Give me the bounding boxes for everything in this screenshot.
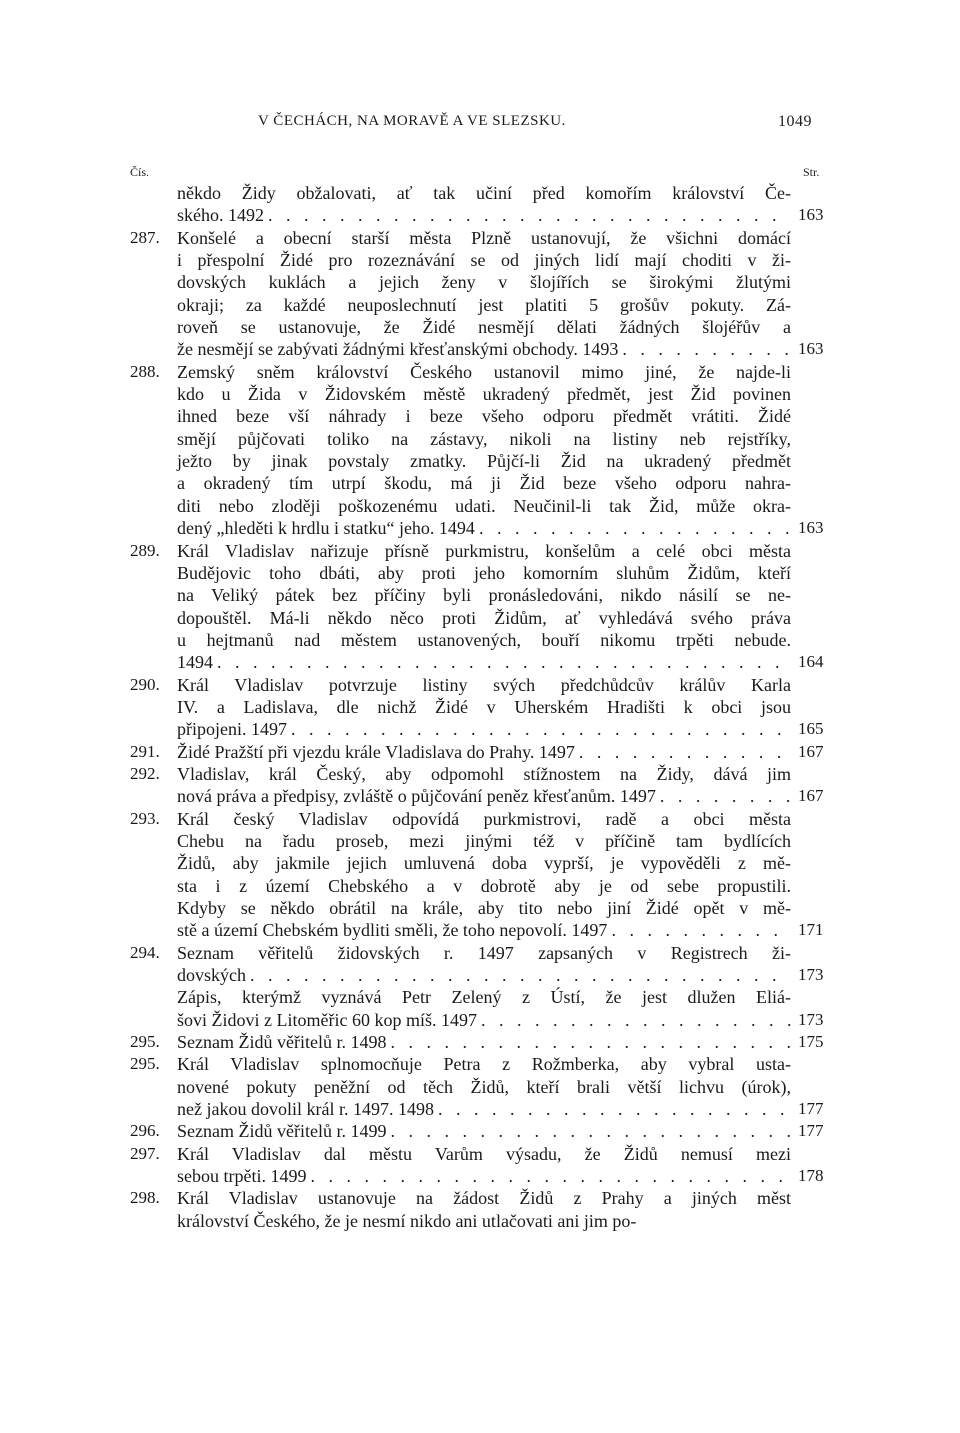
entry-text: Král Vladislav splnomocňuje Petra z Rožmberka, aby vybral usta- xyxy=(177,1054,791,1075)
entry-line xyxy=(0,741,960,763)
entry-line xyxy=(0,405,960,427)
index-entry xyxy=(0,361,960,540)
entry-number: 291. xyxy=(130,741,160,761)
column-heading-number: Čís. xyxy=(130,165,150,179)
entry-number: 289. xyxy=(130,540,160,560)
entry-number: 288. xyxy=(130,361,160,381)
entry-text: dovských . . . xyxy=(177,964,791,986)
entry-line xyxy=(0,919,960,941)
entry-page-number: 177 xyxy=(798,1121,824,1141)
entry-text: novené pokuty peněžní od těch Židů, kteří brali větší lichvu (úrok), xyxy=(177,1076,791,1097)
entry-text: a okradený tím utrpí škodu, má ji Žid beze všeho odporu nahra- xyxy=(177,473,791,494)
dot-leader xyxy=(306,1165,791,1187)
entry-page-number: 173 xyxy=(798,1009,824,1029)
entry-text: ihned beze vší náhrady i beze všeho odporu předmět vrátiti. Židé xyxy=(177,406,791,427)
entry-text: kdo u Žida v Židovském městě ukradený předmět, jest Žid povinen xyxy=(177,384,791,405)
entry-page-number: 167 xyxy=(798,786,824,806)
entry-text: Král Vladislav dal městu Varům výsadu, že Židů nemusí mezi xyxy=(177,1143,791,1164)
entry-number: 293. xyxy=(130,808,160,828)
entry-number: 290. xyxy=(130,674,160,694)
entry-line xyxy=(0,428,960,450)
entry-line xyxy=(0,785,960,807)
entry-line xyxy=(0,830,960,852)
entry-text: Chebu na řadu proseb, mezi jinými též v příčině tam bydlících xyxy=(177,830,791,851)
dot-leader xyxy=(386,1120,791,1142)
entry-line xyxy=(0,629,960,651)
entry-number: 287. xyxy=(130,227,160,247)
entry-text: dopouštěl. Má-li někdo něco proti Židům, ať vyhledává svého práva xyxy=(177,607,791,628)
entry-line xyxy=(0,249,960,271)
index-entry xyxy=(0,227,960,361)
entry-line xyxy=(0,294,960,316)
entry-line xyxy=(0,607,960,629)
entry-text: Král Vladislav nařizuje přísně purkmistru, konšelům a celé obci města xyxy=(177,540,791,561)
entry-line xyxy=(0,1165,960,1187)
dot-leader xyxy=(246,964,791,986)
entry-text: Budějovic toho dbáti, aby proti jeho komorním sluhům Židům, kteří xyxy=(177,562,791,583)
index-entry xyxy=(0,808,960,942)
entry-number: 295. xyxy=(130,1054,160,1074)
index-entry xyxy=(0,763,960,808)
entry-text: někdo Židy obžalovati, ať tak učiní před komořím království Če- xyxy=(177,183,791,203)
entry-text: i přespolní Židé pro rozeznávání se od jiných lidí mají choditi v ži- xyxy=(177,250,791,271)
entry-text: Král Vladislav ustanovuje na žádost Židů z Prahy a jiných měst xyxy=(177,1188,791,1209)
entry-line xyxy=(0,540,960,562)
entry-line xyxy=(0,1031,960,1053)
entry-text: okraji; za každé neuposlechnutí jest platiti 5 grošův pokuty. Zá- xyxy=(177,294,791,315)
entry-line xyxy=(0,763,960,785)
index-entry xyxy=(0,986,960,1031)
index-entry xyxy=(0,1031,960,1053)
entry-text: Seznam věřitelů židovských r. 1497 zapsaných v Registrech ži- xyxy=(177,942,791,963)
index-entry xyxy=(0,182,960,227)
dot-leader xyxy=(475,517,791,539)
entry-line xyxy=(0,964,960,986)
entry-text: dený „hleděti k hrdlu i statku“ jeho. 1494 . . . xyxy=(177,517,791,539)
index-entry xyxy=(0,1143,960,1188)
entry-number: 294. xyxy=(130,942,160,962)
entry-text: než jakou dovolil král r. 1497. 1498 . . . xyxy=(177,1098,791,1120)
index-entry xyxy=(0,1187,960,1232)
entry-text: Vladislav, král Český, aby odpomohl stížnostem na Židy, dává jim xyxy=(177,763,791,784)
entry-page-number: 173 xyxy=(798,965,824,985)
entry-number: 292. xyxy=(130,763,160,783)
entry-line xyxy=(0,897,960,919)
entry-text: stě a území Chebském bydliti směli, že toho nepovolí. 1497 . . . xyxy=(177,919,791,941)
entry-line xyxy=(0,852,960,874)
entry-line xyxy=(0,651,960,673)
entry-text: šovi Židovi z Litoměřic 60 kop míš. 1497 . . . xyxy=(177,1009,791,1031)
entry-line xyxy=(0,383,960,405)
entry-page-number: 178 xyxy=(798,1166,824,1186)
dot-leader xyxy=(264,204,791,226)
dot-leader xyxy=(213,651,791,673)
dot-leader xyxy=(477,1009,791,1031)
entry-text: Král Vladislav potvrzuje listiny svých předchůdcův králův Karla xyxy=(177,674,791,695)
dot-leader xyxy=(575,741,791,763)
entry-page-number: 163 xyxy=(798,518,824,538)
entry-text: Zemský sněm království Českého ustanovil mimo jiné, že najde-li xyxy=(177,361,791,382)
entry-line xyxy=(0,227,960,249)
entry-text: sebou trpěti. 1499 . . . xyxy=(177,1165,791,1187)
entry-text: Seznam Židů věřitelů r. 1499 . . . xyxy=(177,1120,791,1142)
entry-line xyxy=(0,875,960,897)
entry-line xyxy=(0,942,960,964)
dot-leader xyxy=(434,1098,791,1120)
entry-text: diti nebo zloději poškozenému udati. Neučinil-li tak Žid, může okra- xyxy=(177,495,791,516)
entry-page-number: 163 xyxy=(798,205,824,225)
entry-line xyxy=(0,674,960,696)
entry-page-number: 171 xyxy=(798,920,824,940)
entry-text: ježto by jinak povstaly zmatky. Půjčí-li Žid na ukradený předmět xyxy=(177,451,791,472)
entry-text: smějí půjčovati toliko na zástavy, nikoli na listiny neb rejstříky, xyxy=(177,428,791,449)
entry-text: Seznam Židů věřitelů r. 1498 . . . xyxy=(177,1031,791,1053)
column-heading-page: Str. xyxy=(803,165,820,179)
dot-leader xyxy=(607,919,791,941)
entry-line xyxy=(0,1187,960,1209)
dot-leader xyxy=(656,785,791,807)
index-entry xyxy=(0,1120,960,1142)
entry-line xyxy=(0,361,960,383)
entry-page-number: 165 xyxy=(798,719,824,739)
entry-list xyxy=(0,182,960,1232)
index-entry xyxy=(0,942,960,987)
entry-text: připojeni. 1497 . . . xyxy=(177,718,791,740)
entry-line xyxy=(0,1120,960,1142)
entry-text: dovských kuklách a jejich ženy v šlojířích se širokými žlutými xyxy=(177,272,791,293)
dot-leader xyxy=(386,1031,791,1053)
entry-page-number: 164 xyxy=(798,652,824,672)
index-entry xyxy=(0,741,960,763)
entry-number: 297. xyxy=(130,1143,160,1163)
entry-number: 298. xyxy=(130,1188,160,1208)
entry-line xyxy=(0,696,960,718)
entry-text: Konšelé a obecní starší města Plzně ustanovují, že všichni domácí xyxy=(177,227,791,248)
entry-page-number: 175 xyxy=(798,1032,824,1052)
entry-line xyxy=(0,472,960,494)
entry-line xyxy=(0,1009,960,1031)
entry-line xyxy=(0,584,960,606)
entry-line xyxy=(0,1210,960,1232)
entry-text: roveň se ustanovuje, že Židé nesmějí dělati žádných šlojéřův a xyxy=(177,317,791,338)
entry-text: Židé Pražští při vjezdu krále Vladislava do Prahy. 1497 . . . xyxy=(177,741,791,763)
entry-text: Zápis, kterýmž vyznává Petr Zelený z Ústí, že jest dlužen Eliá- xyxy=(177,987,791,1008)
entry-line xyxy=(0,808,960,830)
entry-text: ského. 1492 . . . xyxy=(177,204,791,226)
entry-line xyxy=(0,450,960,472)
entry-line xyxy=(0,495,960,517)
dot-leader xyxy=(618,338,791,360)
entry-line xyxy=(0,1076,960,1098)
entry-text: Židů, aby jakmile jejich umluvená doba vyprší, je vypověděli z mě- xyxy=(177,853,791,874)
entry-line xyxy=(0,338,960,360)
entry-text: IV. a Ladislava, dle nichž Židé v Uherském Hradišti k obci jsou xyxy=(177,696,791,717)
index-entry xyxy=(0,540,960,674)
entry-page-number: 163 xyxy=(798,339,824,359)
index-entry xyxy=(0,674,960,741)
entry-line xyxy=(0,316,960,338)
entry-text: 1494 . . . xyxy=(177,651,791,673)
entry-text: sta i z území Chebského a v dobrotě aby je od sebe propustili. xyxy=(177,875,791,896)
entry-line xyxy=(0,517,960,539)
page-number: 1049 xyxy=(778,113,812,130)
dot-leader xyxy=(287,718,791,740)
entry-text: Kdyby se někdo obrátil na krále, aby tito nebo jiní Židé opět v mě- xyxy=(177,898,791,918)
index-entry xyxy=(0,1053,960,1120)
running-title: V ČECHÁCH, NA MORAVĚ A VE SLEZSKU. xyxy=(258,113,566,129)
entry-line xyxy=(0,182,960,204)
entry-line xyxy=(0,1143,960,1165)
entry-line xyxy=(0,1098,960,1120)
entry-line xyxy=(0,1053,960,1075)
entry-text: u hejtmanů nad městem ustanovených, bouří nikomu trpěti nebude. xyxy=(177,629,791,650)
entry-text: Král český Vladislav odpovídá purkmistrovi, radě a obci města xyxy=(177,808,791,829)
entry-number: 296. xyxy=(130,1121,160,1141)
entry-text: nová práva a předpisy, zvláště o půjčování peněz křesťanům. 1497 . . . xyxy=(177,785,791,807)
entry-page-number: 167 xyxy=(798,741,824,761)
entry-page-number: 177 xyxy=(798,1099,824,1119)
entry-text: že nesmějí se zabývati žádnými křesťanskými obchody. 1493 . . . xyxy=(177,338,791,360)
entry-number: 295. xyxy=(130,1032,160,1052)
entry-line xyxy=(0,271,960,293)
entry-line xyxy=(0,562,960,584)
entry-text: na Veliký pátek bez příčiny byli pronásledováni, nikdo násilí se ne- xyxy=(177,585,791,606)
entry-line xyxy=(0,986,960,1008)
entry-line xyxy=(0,204,960,226)
entry-text: království Českého, že je nesmí nikdo ani utlačovati ani jim po- xyxy=(177,1210,637,1231)
entry-line xyxy=(0,718,960,740)
